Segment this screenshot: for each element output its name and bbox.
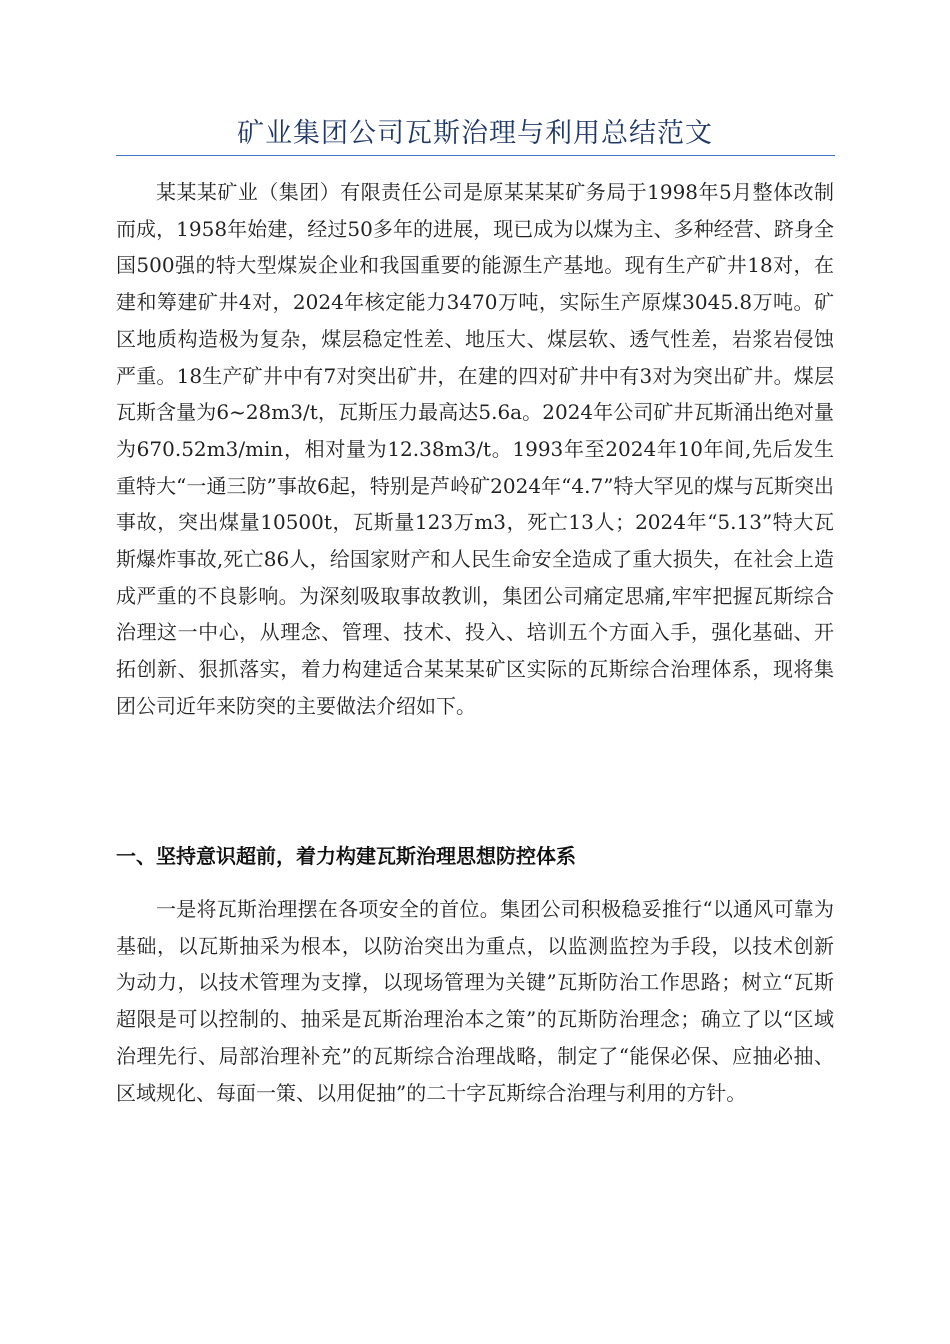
section-1-paragraph: 一是将瓦斯治理摆在各项安全的首位。集团公司积极稳妥推行“以通风可靠为基础，以瓦斯抽采为根本，以防治突出为重点，以监测监控为手段，以技术创新为动力，以技术管理为支撑，以现场管理为关键”瓦斯防治工作思路；树立“瓦斯超限是可以控制的、抽采是瓦斯治理治本之策”的瓦斯防治理念；确立了以“区域治理先行、局部治理补充”的瓦斯综合治理战略，制定了“能保必保、应抽必抽、区域规化、每面一策、以用促抽”的二十字瓦斯综合治理与利用的方针。: [116, 897, 834, 1105]
intro-paragraph: 某某某矿业（集团）有限责任公司是原某某某矿务局于1998年5月整体改制而成，1958年始建，经过50多年的进展，现已成为以煤为主、多种经营、跻身全国500强的特大型煤炭企业和我国重要的能源生产基地。现有生产矿井18对，在建和筹建矿井4对，2024年核定能力3470万吨，实际生产原煤3045.8万吨。矿区地质构造极为复杂，煤层稳定性差、地压大、煤层软、透气性差，岩浆岩侵蚀严重。18生产矿井中有7对突出矿井，在建的四对矿井中有3对为突出矿井。煤层瓦斯含量为6~28m3/t，瓦斯压力最高达5.6a。2024年公司矿井瓦斯涌出绝对量为670.52m3/min，相对量为12.38m3/t。1993年至2024年10年间,先后发生重特大“一通三防”事故6起，特别是芦岭矿2024年“4.7”特大罕见的煤与瓦斯突出事故，突出煤量10500t，瓦斯量123万m3，死亡13人；2024年“5.13”特大瓦斯爆炸事故,死亡86人，给国家财产和人民生命安全造成了重大损失，在社会上造成严重的不良影响。为深刻吸取事故教训，集团公司痛定思痛,牢牢把握瓦斯综合治理这一中心，从理念、管理、技术、投入、培训五个方面入手，强化基础、开拓创新、狠抓落实，着力构建适合某某某矿区实际的瓦斯综合治理体系，现将集团公司近年来防突的主要做法介绍如下。: [116, 180, 834, 718]
document-title: 矿业集团公司瓦斯治理与利用总结范文: [237, 118, 713, 149]
section-heading-1: 一、坚持意识超前，着力构建瓦斯治理思想防控体系: [116, 844, 576, 868]
title-underline-rule: [116, 155, 835, 156]
